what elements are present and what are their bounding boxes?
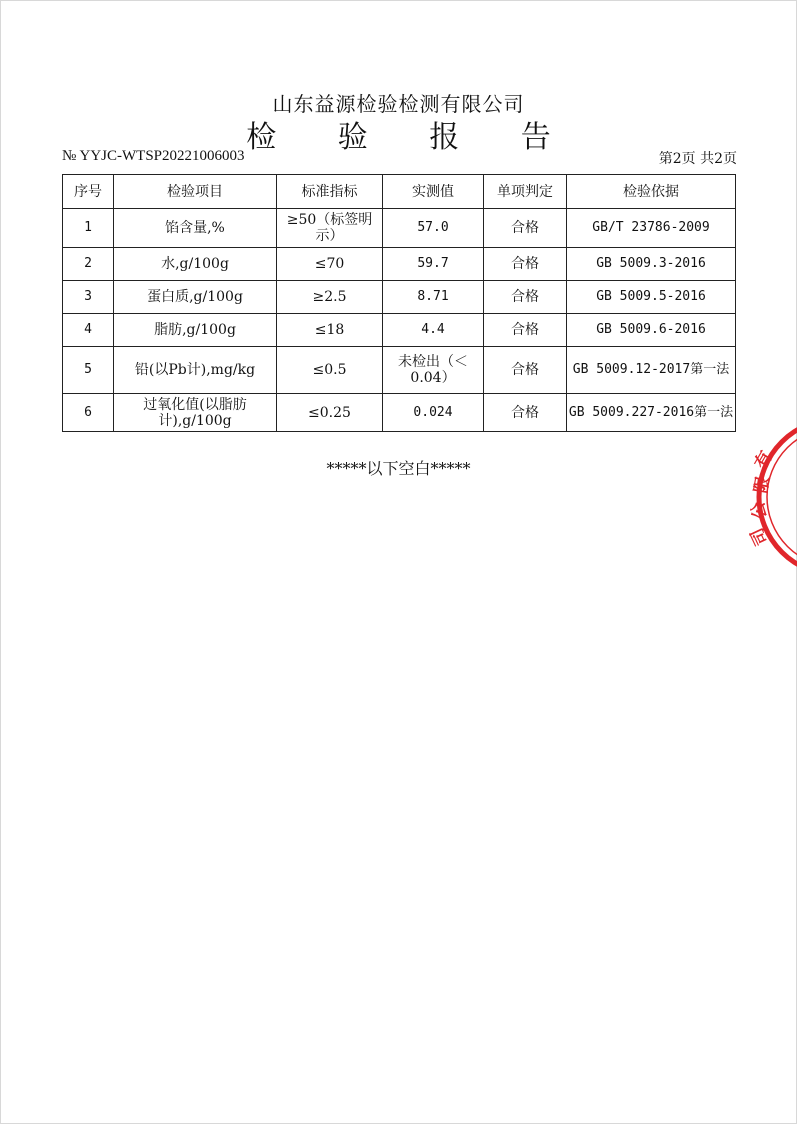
cell-no: 1 — [63, 209, 114, 248]
col-header-standard: 标准指标 — [277, 175, 383, 209]
cell-item: 铅(以Pb计),mg/kg — [114, 347, 277, 394]
svg-text:公: 公 — [748, 500, 771, 521]
cell-standard: ≥2.5 — [277, 281, 383, 314]
company-name: 山东益源检验检测有限公司 — [272, 92, 525, 116]
cell-item: 蛋白质,g/100g — [114, 281, 277, 314]
cell-item: 过氧化值(以脂肪计),g/100g — [114, 394, 277, 432]
cell-no: 6 — [63, 394, 114, 432]
cell-standard: ≤18 — [277, 314, 383, 347]
svg-text:司: 司 — [747, 524, 773, 549]
report-number: № YYJC-WTSP20221006003 — [62, 148, 245, 164]
col-header-no: 序号 — [63, 175, 114, 209]
cell-measured: 0.024 — [383, 394, 484, 432]
cell-measured: 8.71 — [383, 281, 484, 314]
cell-basis: GB 5009.6-2016 — [567, 314, 736, 347]
cell-item: 脂肪,g/100g — [114, 314, 277, 347]
cell-standard: ≤0.25 — [277, 394, 383, 432]
cell-measured: 59.7 — [383, 248, 484, 281]
report-title: 检 验 报 告 — [246, 120, 577, 155]
cell-judgement: 合格 — [484, 314, 567, 347]
cell-standard: ≥50（标签明示） — [277, 209, 383, 248]
svg-text:限: 限 — [751, 474, 774, 495]
cell-no: 3 — [63, 281, 114, 314]
table-row — [63, 209, 736, 248]
cell-measured: 未检出（＜0.04） — [383, 347, 484, 394]
cell-item: 水,g/100g — [114, 248, 277, 281]
col-header-measured: 实测值 — [383, 175, 484, 209]
cell-no: 5 — [63, 347, 114, 394]
cell-measured: 57.0 — [383, 209, 484, 248]
cell-judgement: 合格 — [484, 209, 567, 248]
col-header-judgement: 单项判定 — [484, 175, 567, 209]
svg-text:有: 有 — [751, 447, 777, 473]
cell-standard: ≤0.5 — [277, 347, 383, 394]
table-header-row — [63, 175, 736, 209]
cell-judgement: 合格 — [484, 347, 567, 394]
cell-basis: GB 5009.3-2016 — [567, 248, 736, 281]
cell-no: 4 — [63, 314, 114, 347]
cell-no: 2 — [63, 248, 114, 281]
table-row — [63, 394, 736, 432]
table-row — [63, 248, 736, 281]
results-table — [62, 174, 736, 432]
cell-judgement: 合格 — [484, 248, 567, 281]
table-row — [63, 281, 736, 314]
company-seal-stamp — [747, 432, 797, 562]
col-header-item: 检验项目 — [114, 175, 277, 209]
col-header-basis: 检验依据 — [567, 175, 736, 209]
cell-basis: GB 5009.227-2016第一法 — [567, 394, 736, 432]
blank-below-note: *****以下空白***** — [326, 459, 471, 478]
cell-basis: GB/T 23786-2009 — [567, 209, 736, 248]
cell-judgement: 合格 — [484, 281, 567, 314]
table-row — [63, 314, 736, 347]
cell-basis: GB 5009.12-2017第一法 — [567, 347, 736, 394]
cell-item: 馅含量,% — [114, 209, 277, 248]
cell-standard: ≤70 — [277, 248, 383, 281]
table-row — [63, 347, 736, 394]
cell-measured: 4.4 — [383, 314, 484, 347]
cell-judgement: 合格 — [484, 394, 567, 432]
page-indicator: 第2页 共2页 — [658, 151, 737, 167]
cell-basis: GB 5009.5-2016 — [567, 281, 736, 314]
